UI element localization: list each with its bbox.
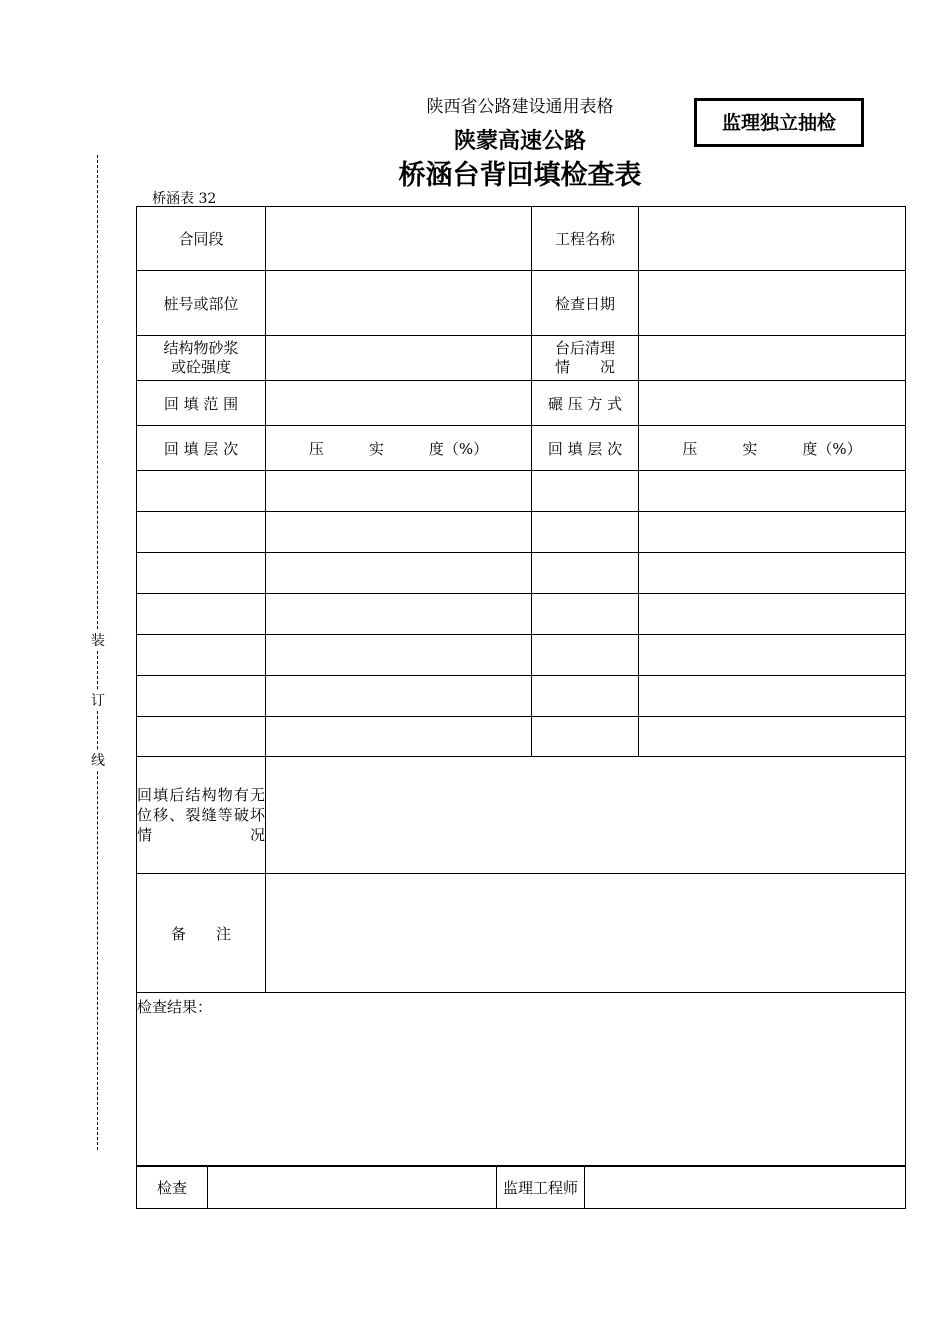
project-name: 陕蒙高速公路: [453, 129, 586, 154]
displacement-label: [137, 757, 266, 874]
compaction-cell[interactable]: [266, 676, 532, 717]
layer-cell[interactable]: [532, 471, 639, 512]
table-row: [137, 553, 906, 594]
layer-cell[interactable]: [532, 676, 639, 717]
layer-cell[interactable]: [137, 512, 266, 553]
binding-dashed-line: [97, 155, 98, 1150]
displacement-field[interactable]: [266, 757, 906, 874]
contract-label: 合同段: [137, 207, 266, 271]
clean-label-line1: 台后清理: [554, 339, 615, 357]
table-row: [137, 512, 906, 553]
clean-field[interactable]: [639, 336, 906, 381]
layer-cell[interactable]: [532, 635, 639, 676]
binding-char-2: 订: [90, 690, 106, 710]
compaction-cell[interactable]: [266, 512, 532, 553]
project-name-label: 工程名称: [532, 207, 639, 271]
layer-cell[interactable]: [137, 594, 266, 635]
layer-header-right: 回 填 层 次: [532, 426, 639, 471]
layer-cell[interactable]: [532, 717, 639, 757]
compaction-cell[interactable]: [266, 553, 532, 594]
stamp-box: 监理独立抽检: [694, 98, 864, 147]
remarks-label: 备 注: [137, 874, 266, 993]
compaction-cell[interactable]: [639, 676, 906, 717]
station-label: 桩号或部位: [137, 271, 266, 336]
compaction-cell[interactable]: [639, 471, 906, 512]
layer-header-left: 回 填 层 次: [137, 426, 266, 471]
form-number: 桥涵表 32: [152, 191, 217, 207]
layer-cell[interactable]: [532, 594, 639, 635]
binding-char-3: 线: [90, 750, 106, 770]
table-row: [137, 336, 906, 381]
inspection-table: [136, 206, 906, 1167]
table-row: [137, 271, 906, 336]
table-row: [137, 717, 906, 757]
strength-label: [137, 336, 266, 381]
layer-cell[interactable]: [137, 471, 266, 512]
layer-cell[interactable]: [137, 676, 266, 717]
check-label: 检查: [137, 1166, 208, 1209]
binding-char-1: 装: [90, 630, 106, 650]
layer-cell[interactable]: [532, 512, 639, 553]
table-row: [137, 993, 906, 1167]
clean-label-line2: 情 况: [554, 358, 615, 376]
compaction-header-left: 压 实 度（%）: [266, 426, 532, 471]
table-row: [137, 757, 906, 874]
project-name-field[interactable]: [639, 207, 906, 271]
header-top-line: 陕西省公路建设通用表格: [426, 97, 614, 117]
strength-label-line2: 或砼强度: [170, 358, 231, 376]
table-row: [137, 594, 906, 635]
layer-cell[interactable]: [137, 717, 266, 757]
compaction-method-field[interactable]: [639, 381, 906, 426]
result-field[interactable]: [137, 993, 906, 1167]
clean-label: [532, 336, 639, 381]
table-row: [137, 676, 906, 717]
table-row: [137, 426, 906, 471]
remarks-field[interactable]: [266, 874, 906, 993]
compaction-cell[interactable]: [639, 553, 906, 594]
station-field[interactable]: [266, 271, 532, 336]
contract-field[interactable]: [266, 207, 532, 271]
compaction-cell[interactable]: [639, 635, 906, 676]
layer-cell[interactable]: [137, 635, 266, 676]
table-row: [137, 635, 906, 676]
compaction-cell[interactable]: [639, 717, 906, 757]
layer-cell[interactable]: [137, 553, 266, 594]
compaction-cell[interactable]: [266, 471, 532, 512]
form-title: 桥涵台背回填检查表: [398, 160, 642, 191]
compaction-cell[interactable]: [266, 594, 532, 635]
table-row: [137, 207, 906, 271]
compaction-cell[interactable]: [266, 717, 532, 757]
table-row: [137, 471, 906, 512]
compaction-cell[interactable]: [639, 594, 906, 635]
fill-range-field[interactable]: [266, 381, 532, 426]
check-date-field[interactable]: [639, 271, 906, 336]
compaction-cell[interactable]: [266, 635, 532, 676]
signature-table: [136, 1165, 906, 1209]
displacement-label-text: 回填后结构物有无位移、裂缝等破坏情况: [137, 786, 265, 844]
supervisor-field[interactable]: [585, 1166, 906, 1209]
signature-row: [137, 1166, 906, 1209]
table-row: [137, 874, 906, 993]
compaction-header-right: 压 实 度（%）: [639, 426, 906, 471]
compaction-cell[interactable]: [639, 512, 906, 553]
result-label: 检查结果：: [137, 998, 213, 1016]
strength-field[interactable]: [266, 336, 532, 381]
fill-range-label: 回 填 范 围: [137, 381, 266, 426]
compaction-method-label: 碾 压 方 式: [532, 381, 639, 426]
check-date-label: 检查日期: [532, 271, 639, 336]
table-row: [137, 381, 906, 426]
check-field[interactable]: [208, 1166, 497, 1209]
supervisor-label: 监理工程师: [497, 1166, 585, 1209]
strength-label-line1: 结构物砂浆: [163, 339, 239, 357]
layer-cell[interactable]: [532, 553, 639, 594]
